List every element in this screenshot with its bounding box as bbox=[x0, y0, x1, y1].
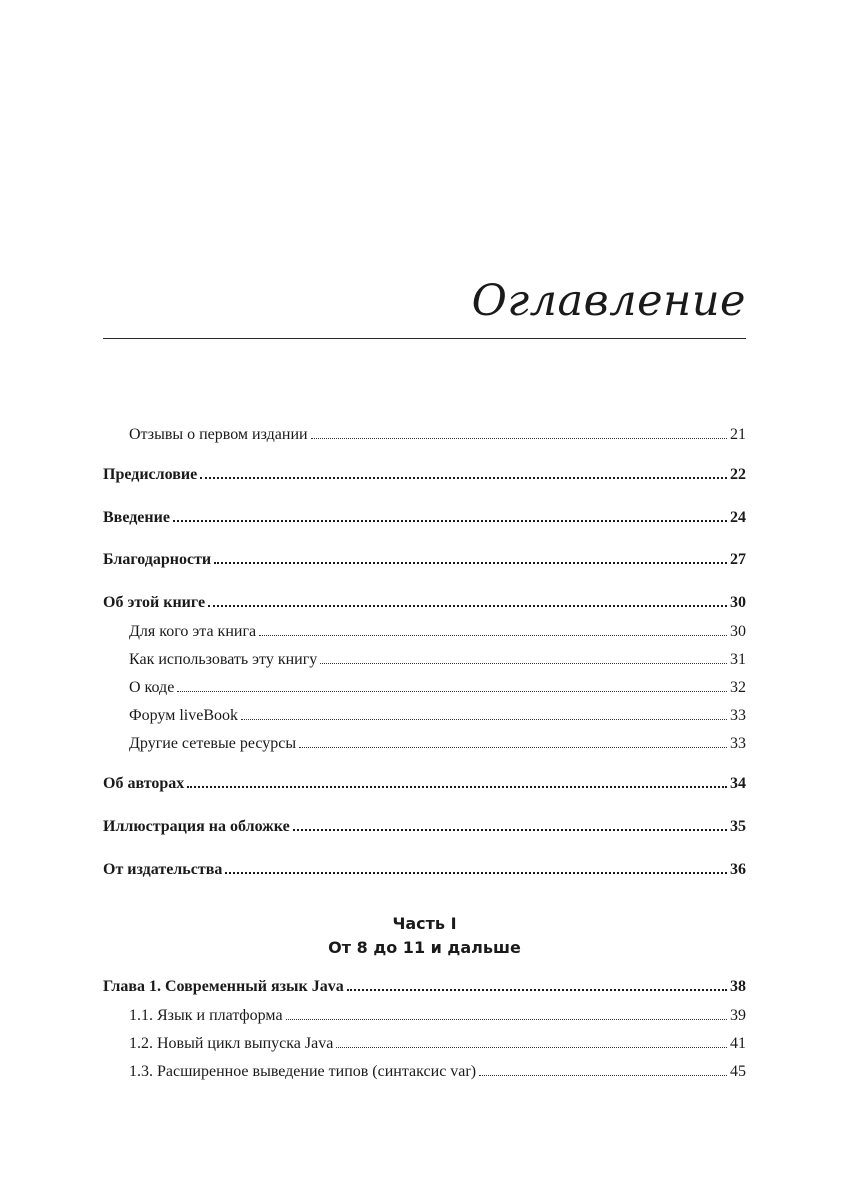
toc-entry-label: Другие сетевые ресурсы bbox=[129, 735, 297, 752]
part-number: Часть I bbox=[392, 914, 457, 933]
toc-entry-label: От издательства bbox=[103, 861, 223, 878]
dot-leader bbox=[347, 985, 727, 991]
toc-entry-who-is-it-for[interactable] bbox=[129, 624, 746, 640]
toc-entry-label: 1.1. Язык и платформа bbox=[129, 1007, 283, 1024]
dot-leader bbox=[320, 659, 727, 664]
dot-leader bbox=[208, 601, 727, 607]
toc-entry-preface[interactable] bbox=[103, 467, 746, 483]
toc-entry-introduction[interactable] bbox=[103, 510, 746, 526]
dot-leader bbox=[200, 473, 727, 479]
toc-entry-cover-illustration[interactable] bbox=[103, 819, 746, 835]
toc-entry-page: 31 bbox=[730, 651, 746, 668]
toc-entry-section-1-2[interactable] bbox=[129, 1036, 746, 1052]
toc-entry-page: 33 bbox=[730, 735, 746, 752]
toc-entry-label: 1.3. Расширенное выведение типов (синтаксис var) bbox=[129, 1063, 477, 1080]
toc-entry-page: 39 bbox=[730, 1007, 746, 1024]
dot-leader bbox=[299, 743, 727, 748]
toc-entry-label: Об этой книге bbox=[103, 594, 206, 611]
toc-entry-label: Об авторах bbox=[103, 775, 185, 792]
page-title: Оглавление bbox=[471, 276, 746, 326]
toc-entry-page: 45 bbox=[730, 1063, 746, 1080]
toc-entry-page: 32 bbox=[730, 679, 746, 696]
dot-leader bbox=[293, 825, 727, 831]
toc-entry-section-1-3[interactable] bbox=[129, 1064, 746, 1080]
toc-entry-label: Для кого эта книга bbox=[129, 623, 257, 640]
toc-entry-section-1-1[interactable] bbox=[129, 1008, 746, 1024]
title-divider bbox=[103, 338, 746, 339]
dot-leader bbox=[311, 434, 727, 439]
toc-entry-page: 36 bbox=[730, 861, 746, 878]
toc-entry-page: 27 bbox=[730, 551, 746, 568]
toc-entry-label: 1.2. Новый цикл выпуска Java bbox=[129, 1035, 334, 1052]
dot-leader bbox=[241, 715, 727, 720]
dot-leader bbox=[173, 516, 727, 522]
toc-entry-label: Отзывы о первом издании bbox=[129, 426, 308, 443]
toc-entry-about-book[interactable] bbox=[103, 595, 746, 611]
toc-entry-about-authors[interactable] bbox=[103, 776, 746, 792]
dot-leader bbox=[286, 1015, 727, 1020]
dot-leader bbox=[225, 868, 727, 874]
toc-entry-reviews[interactable] bbox=[129, 427, 746, 443]
toc-entry-label: Предисловие bbox=[103, 466, 198, 483]
toc-entry-page: 38 bbox=[730, 978, 746, 995]
dot-leader bbox=[336, 1043, 727, 1048]
toc-entry-page: 35 bbox=[730, 818, 746, 835]
toc-entry-how-to-use[interactable] bbox=[129, 652, 746, 668]
toc-entry-page: 30 bbox=[730, 594, 746, 611]
dot-leader bbox=[187, 782, 727, 788]
toc-entry-other-resources[interactable] bbox=[129, 736, 746, 752]
dot-leader bbox=[177, 687, 727, 692]
toc-entry-page: 33 bbox=[730, 707, 746, 724]
toc-entry-label: Как использовать эту книгу bbox=[129, 651, 318, 668]
dot-leader bbox=[259, 631, 727, 636]
toc-entry-page: 30 bbox=[730, 623, 746, 640]
toc-entry-from-publisher[interactable] bbox=[103, 862, 746, 878]
toc-entry-acknowledgements[interactable] bbox=[103, 552, 746, 568]
toc-entry-label: Форум liveBook bbox=[129, 707, 239, 724]
toc-entry-page: 34 bbox=[730, 775, 746, 792]
toc-entry-label: Благодарности bbox=[103, 551, 212, 568]
toc-entry-page: 21 bbox=[730, 426, 746, 443]
toc-entry-livebook-forum[interactable] bbox=[129, 708, 746, 724]
toc-entry-label: Глава 1. Современный язык Java bbox=[103, 978, 344, 995]
toc-entry-chapter-1[interactable] bbox=[103, 979, 746, 995]
toc-entry-about-code[interactable] bbox=[129, 680, 746, 696]
toc-entry-label: Иллюстрация на обложке bbox=[103, 818, 290, 835]
dot-leader bbox=[479, 1071, 727, 1076]
toc-entry-page: 24 bbox=[730, 509, 746, 526]
toc-entry-label: Введение bbox=[103, 509, 170, 526]
toc-entry-label: О коде bbox=[129, 679, 175, 696]
toc-entry-page: 41 bbox=[730, 1035, 746, 1052]
dot-leader bbox=[214, 558, 727, 564]
part-title: От 8 до 11 и дальше bbox=[328, 938, 521, 957]
toc-entry-page: 22 bbox=[730, 466, 746, 483]
